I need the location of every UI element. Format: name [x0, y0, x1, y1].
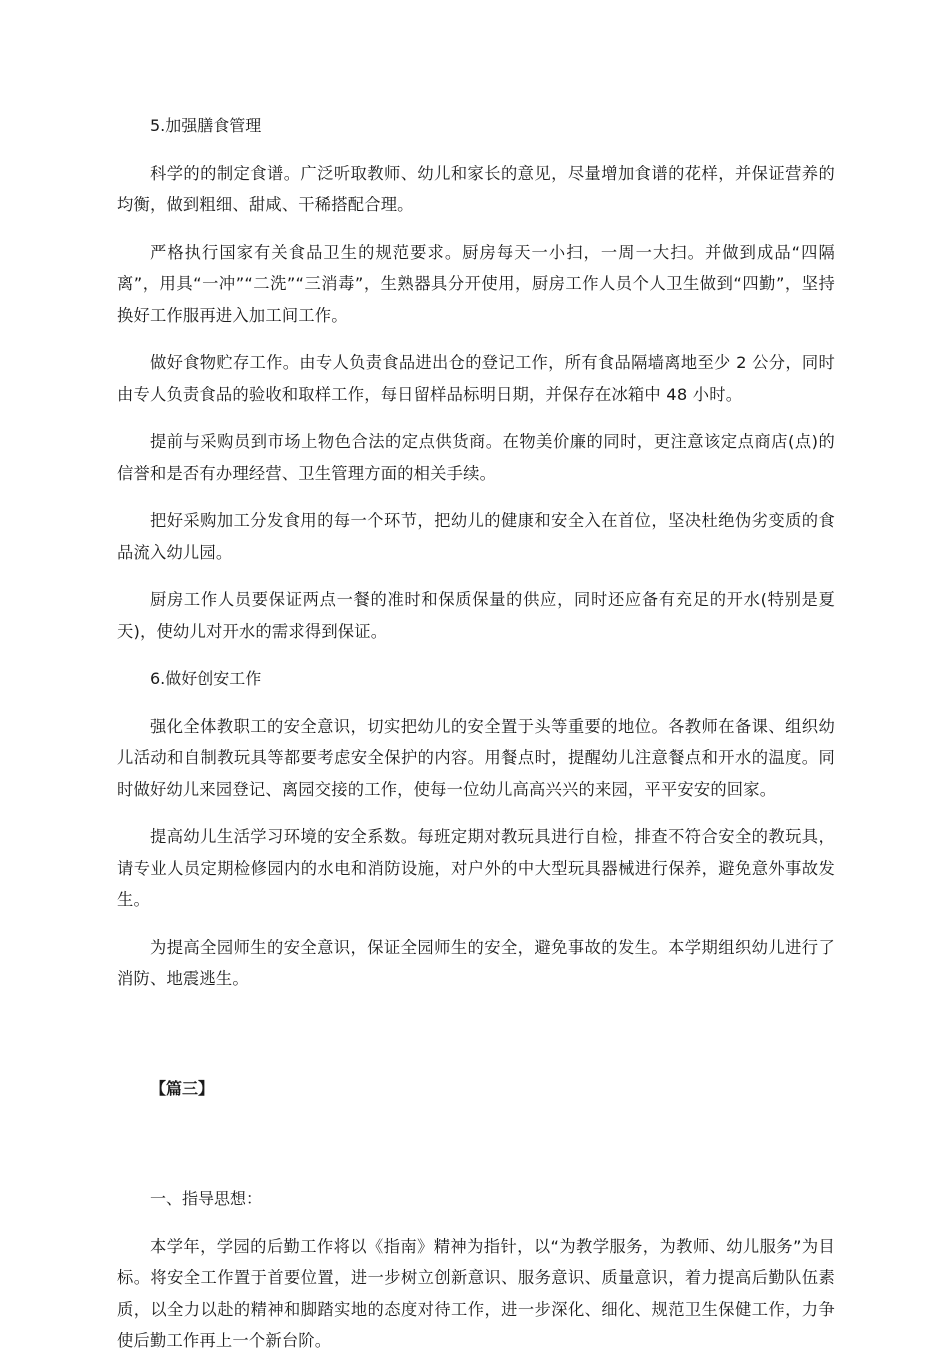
paragraph: 提高幼儿生活学习环境的安全系数。每班定期对教玩具进行自检，排查不符合安全的教玩具，请专业人员定期检修园内的水电和消防设施，对户外的中大型玩具器械进行保养，避免意外事故发生。: [117, 827, 835, 909]
section-heading-6: 6.做好创安工作: [150, 669, 262, 688]
paragraph: 做好食物贮存工作。由专人负责食品进出仓的登记工作，所有食品隔墙离地至少 2 公分，同时由专人负责食品的验收和取样工作，每日留样品标明日期，并保存在冰箱中 48 小时。: [117, 353, 835, 404]
paragraph: 本学年，学园的后勤工作将以《指南》精神为指针，以“为教学服务，为教师、幼儿服务”为目标。将安全工作置于首要位置，进一步树立创新意识、服务意识、质量意识，着力提高后勤队伍素质，以全力以赴的精神和脚踏实地的态度对待工作，进一步深化、细化、规范卫生保健工作，力争使后勤工作再上一个新台阶。: [117, 1236, 835, 1350]
paragraph: 把好采购加工分发食用的每一个环节，把幼儿的健康和安全入在首位，坚决杜绝伪劣变质的食品流入幼儿园。: [117, 511, 835, 562]
part-title: 【篇三】: [150, 1078, 215, 1098]
paragraph: 强化全体教职工的安全意识，切实把幼儿的安全置于头等重要的地位。各教师在备课、组织幼儿活动和自制教玩具等都要考虑安全保护的内容。用餐点时，提醒幼儿注意餐点和开水的温度。同时做好幼儿来园登记、离园交接的工作，使每一位幼儿高高兴兴的来园，平平安安的回家。: [117, 716, 835, 799]
section-heading-5: 5.加强膳食管理: [150, 116, 262, 135]
paragraph: 为提高全园师生的安全意识，保证全园师生的安全，避免事故的发生。本学期组织幼儿进行了消防、地震逃生。: [117, 937, 835, 988]
paragraph: 严格执行国家有关食品卫生的规范要求。厨房每天一小扫，一周一大扫。并做到成品“四隔离”，用具“一冲”“二洗”“三消毒”，生熟器具分开使用，厨房工作人员个人卫生做到“四勤”，坚持换好工作服再进入加工间工作。: [117, 242, 835, 325]
paragraph: 提前与采购员到市场上物色合法的定点供货商。在物美价廉的同时，更注意该定点商店(点)的信誉和是否有办理经营、卫生管理方面的相关手续。: [117, 432, 835, 483]
document-page: [117, 110, 835, 1357]
paragraph: 科学的的制定食谱。广泛听取教师、幼儿和家长的意见，尽量增加食谱的花样，并保证营养的均衡，做到粗细、甜咸、干稀搭配合理。: [117, 163, 835, 214]
paragraph: 厨房工作人员要保证两点一餐的准时和保质保量的供应，同时还应备有充足的开水(特别是夏天)，使幼儿对开水的需求得到保证。: [117, 590, 835, 641]
subsection-heading: 一、指导思想：: [150, 1189, 263, 1208]
